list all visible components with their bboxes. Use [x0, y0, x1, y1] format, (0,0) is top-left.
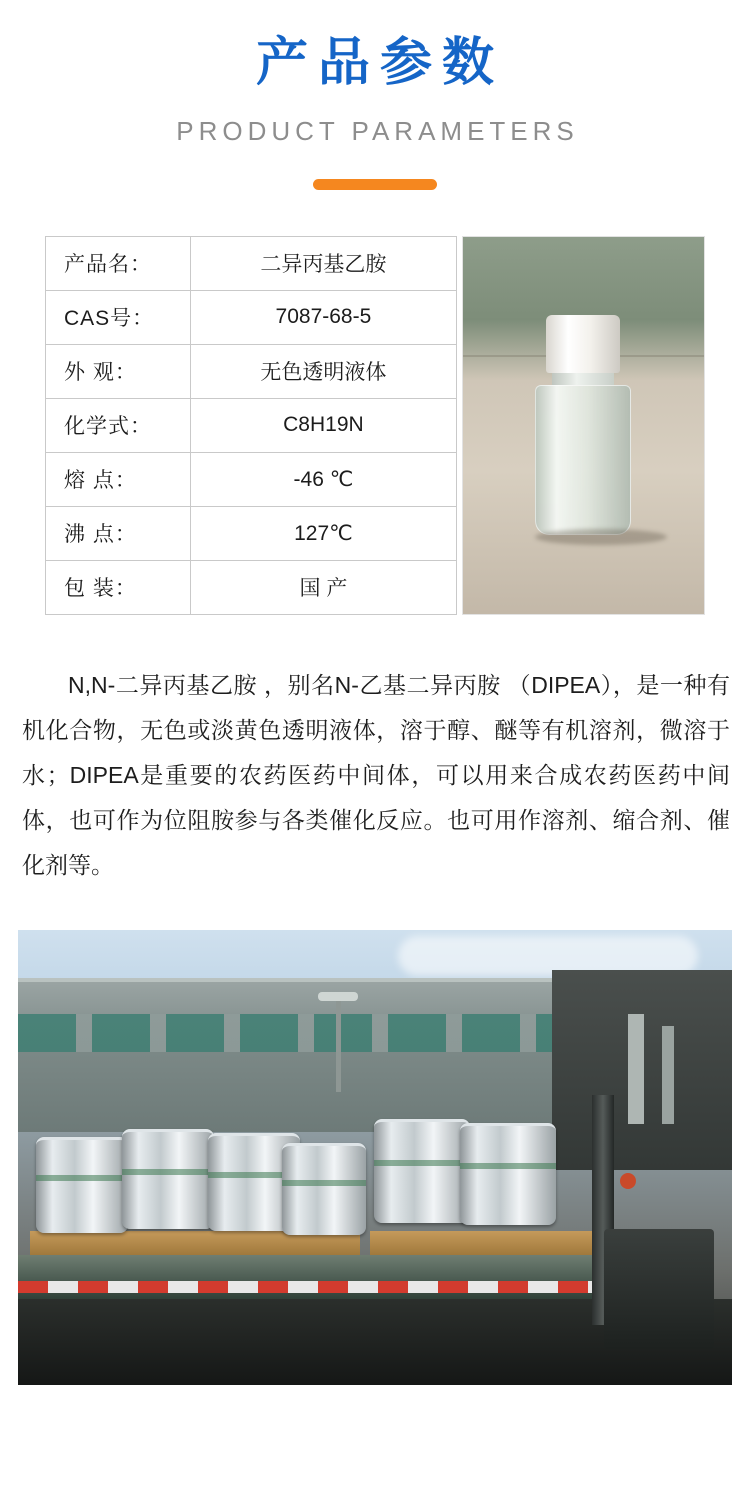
table-row — [46, 560, 457, 614]
table-row — [46, 344, 457, 398]
steel-drum — [36, 1137, 128, 1233]
page-subtitle: PRODUCT PARAMETERS — [176, 115, 579, 146]
spec-value: -46 ℃ — [191, 452, 457, 506]
forklift-beacon-light — [620, 1173, 636, 1189]
warehouse-building — [18, 982, 578, 1132]
table-row — [46, 290, 457, 344]
lamp-head — [318, 992, 358, 1001]
spec-key: 沸 点： — [46, 506, 191, 560]
sample-bottle-illustration — [535, 315, 631, 545]
table-row — [46, 452, 457, 506]
steel-drum — [282, 1143, 366, 1235]
spec-value: 无色透明液体 — [191, 344, 457, 398]
bottle-neck — [552, 373, 614, 385]
spec-value: 127℃ — [191, 506, 457, 560]
table-row — [46, 506, 457, 560]
spec-key: 外 观： — [46, 344, 191, 398]
bottle-cap — [546, 315, 620, 373]
table-row — [46, 398, 457, 452]
lamp-pole — [336, 996, 341, 1092]
spec-section — [0, 236, 750, 615]
spec-key: 熔 点： — [46, 452, 191, 506]
steel-drum — [460, 1123, 556, 1225]
chimney — [628, 1014, 644, 1124]
spec-key: 产品名： — [46, 236, 191, 290]
spec-key: 包 装： — [46, 560, 191, 614]
accent-divider — [313, 179, 437, 190]
page-title: 产品参数 — [255, 34, 504, 92]
spec-key: CAS号： — [46, 290, 191, 344]
chimney-secondary — [662, 1026, 674, 1124]
bottle-body — [535, 385, 631, 535]
steel-drum — [122, 1129, 214, 1229]
warehouse-window-band — [18, 1014, 578, 1052]
spec-value: 7087-68-5 — [191, 290, 457, 344]
spec-key: 化学式： — [46, 398, 191, 452]
spec-value: 二异丙基乙胺 — [191, 236, 457, 290]
factory-shipping-photo — [18, 930, 732, 1385]
steel-drum — [374, 1119, 470, 1223]
bottle-shadow — [535, 529, 667, 545]
truck-reflective-stripe — [18, 1281, 618, 1293]
page-header — [0, 0, 750, 190]
spec-table — [45, 236, 457, 615]
forklift-body — [604, 1229, 714, 1349]
product-description: N,N-二异丙基乙胺 ，别名N-乙基二异丙胺 （DIPEA），是一种有机化合物，无色或淡黄色透明液体，溶于醇、醚等有机溶剂，微溶于水；DIPEA是重要的农药医药中间体，可以用来合成农药医药中间体，也可作为位阻胺参与各类催化反应。也可用作溶剂、缩合剂、催化剂等。 — [22, 671, 730, 878]
spec-value: C8H19N — [191, 398, 457, 452]
table-row — [46, 236, 457, 290]
spec-value: 国 产 — [191, 560, 457, 614]
pallet — [370, 1231, 600, 1257]
product-sample-photo — [462, 236, 705, 615]
